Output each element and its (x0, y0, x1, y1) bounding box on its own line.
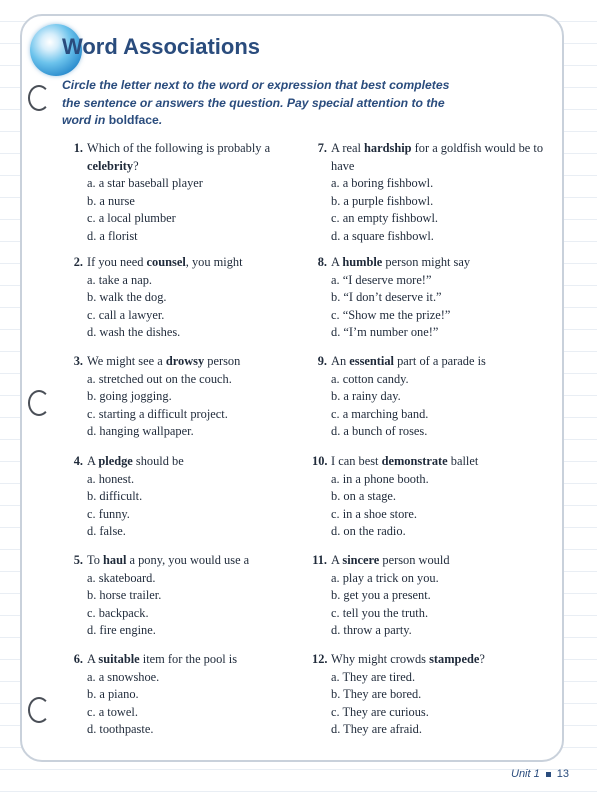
question (68, 254, 300, 342)
question (68, 140, 300, 246)
question-stem (312, 140, 544, 175)
answer-option[interactable]: c. in a shoe store. (331, 506, 418, 521)
answer-option[interactable]: d. “I’m number one!” (331, 325, 439, 340)
answer-option[interactable]: b. on a stage. (331, 489, 397, 504)
question-text-pre: A (87, 652, 99, 666)
question-number: 12. (312, 652, 328, 666)
question-number: 5. (73, 553, 83, 567)
question-stem (312, 552, 544, 570)
question-text-pre: Why might crowds (331, 652, 430, 666)
unit-label: Unit 1 (511, 768, 540, 780)
binder-hole-bottom (28, 697, 50, 723)
vocabulary-word: stampede (429, 652, 480, 666)
answer-option[interactable]: c. a marching band. (331, 406, 429, 421)
answer-option[interactable]: a. honest. (87, 471, 135, 486)
question-text-post: for a goldfish would be to have (331, 141, 544, 173)
answer-option[interactable]: b. a rainy day. (331, 389, 401, 404)
question-text-pre: We might see a (87, 354, 166, 368)
question-text-post: part of a parade is (394, 354, 486, 368)
question-text-pre: A (87, 454, 99, 468)
question (312, 140, 544, 246)
vocabulary-word: hardship (364, 141, 412, 155)
question-stem (312, 651, 544, 669)
answer-option[interactable]: b. going jogging. (87, 389, 172, 404)
answer-option[interactable]: d. throw a party. (331, 623, 412, 638)
question-text (331, 651, 544, 669)
answer-option[interactable]: a. play a trick on you. (331, 570, 439, 585)
answer-option[interactable]: b. a piano. (87, 687, 139, 702)
question-text-pre: Which of the following is probably a (87, 141, 271, 155)
vocabulary-word: haul (103, 553, 127, 567)
answer-option[interactable]: d. They are afraid. (331, 722, 422, 737)
question-text-post: a pony, you would use a (126, 553, 250, 567)
answer-option[interactable]: a. “I deserve more!” (331, 272, 432, 287)
page-footer (511, 768, 569, 780)
question (312, 453, 544, 541)
answer-option[interactable]: c. an empty fishbowl. (331, 211, 439, 226)
question-text-post: person would (379, 553, 450, 567)
question-stem (68, 453, 300, 471)
question-number: 6. (73, 652, 83, 666)
page-number: 13 (556, 768, 569, 780)
answer-option[interactable]: c. a towel. (87, 704, 138, 719)
question-text-pre: To (87, 553, 103, 567)
instructions-tail: . (158, 113, 163, 127)
answer-option[interactable]: a. take a nap. (87, 272, 153, 287)
question (312, 353, 544, 441)
answer-option[interactable]: d. on the radio. (331, 524, 406, 539)
answer-option[interactable]: c. funny. (87, 506, 130, 521)
answer-option[interactable]: d. toothpaste. (87, 722, 154, 737)
question-number: 7. (317, 141, 327, 155)
vocabulary-word: humble (342, 255, 383, 269)
question-text (331, 552, 544, 570)
question (68, 453, 300, 541)
question-stem (68, 254, 300, 272)
question-text-post: , you might (185, 255, 243, 269)
question (68, 651, 300, 739)
square-bullet-icon (546, 772, 551, 777)
question-text-post: should be (132, 454, 184, 468)
question-stem (68, 353, 300, 371)
answer-option[interactable]: b. horse trailer. (87, 588, 162, 603)
question (68, 552, 300, 640)
instructions (62, 77, 462, 130)
question-stem (68, 651, 300, 669)
question-text-pre: I can best (331, 454, 382, 468)
question (68, 353, 300, 441)
question-number: 3. (73, 354, 83, 368)
question-text (87, 140, 300, 175)
question-text (87, 453, 300, 471)
question-number: 1. (73, 141, 83, 155)
answer-option[interactable]: b. They are bored. (331, 687, 422, 702)
question-number: 8. (317, 255, 327, 269)
vocabulary-word: sincere (342, 553, 380, 567)
vocabulary-word: demonstrate (381, 454, 448, 468)
answer-option[interactable]: b. “I don’t deserve it.” (331, 290, 442, 305)
question-text (87, 353, 300, 371)
question-text (331, 353, 544, 371)
answer-option[interactable]: d. a bunch of roses. (331, 424, 428, 439)
answer-option[interactable]: a. cotton candy. (331, 371, 409, 386)
vocabulary-word: counsel (146, 255, 186, 269)
question-text-post: item for the pool is (139, 652, 238, 666)
answer-option[interactable]: a. stretched out on the couch. (87, 371, 232, 386)
binder-hole-top (28, 85, 50, 111)
question (312, 651, 544, 739)
answer-option[interactable]: a. They are tired. (331, 669, 416, 684)
question-text (87, 552, 300, 570)
answer-option[interactable]: d. a florist (87, 228, 138, 243)
answer-option[interactable]: c. They are curious. (331, 704, 429, 719)
answer-option[interactable]: d. a square fishbowl. (331, 228, 434, 243)
vocabulary-word: drowsy (165, 354, 205, 368)
answer-option[interactable]: d. false. (87, 524, 126, 539)
question-text-pre: A real (331, 141, 365, 155)
vocabulary-word: pledge (98, 454, 133, 468)
question-text (331, 140, 544, 175)
page-title: Word Associations (62, 34, 261, 59)
answer-option[interactable]: a. a star baseball player (87, 176, 203, 191)
answer-option[interactable]: a. a snowshoe. (87, 669, 160, 684)
question-text (331, 453, 544, 471)
question-stem (312, 254, 544, 272)
question-text-post: person might say (382, 255, 471, 269)
instructions-text: Circle the letter next to the word or expression that best completes the sentence or answers the question. Pay special attention to the word in (62, 78, 450, 127)
question-text-post: ? (479, 652, 485, 666)
question-text (87, 651, 300, 669)
answer-option[interactable]: a. skateboard. (87, 570, 156, 585)
answer-option[interactable]: a. in a phone booth. (331, 471, 429, 486)
answer-option[interactable]: c. call a lawyer. (87, 307, 165, 322)
vocabulary-word: essential (349, 354, 394, 368)
question-stem (312, 353, 544, 371)
answer-option[interactable]: b. get you a present. (331, 588, 431, 603)
question-stem (68, 552, 300, 570)
question-text-post: ballet (447, 454, 479, 468)
question (312, 254, 544, 342)
answer-option[interactable]: b. walk the dog. (87, 290, 167, 305)
answer-option[interactable]: b. difficult. (87, 489, 143, 504)
binder-hole-middle (28, 390, 50, 416)
answer-option[interactable]: b. a nurse (87, 193, 135, 208)
answer-option[interactable]: d. hanging wallpaper. (87, 424, 194, 439)
question-text-pre: A (331, 255, 343, 269)
question-text-pre: A (331, 553, 343, 567)
answer-option[interactable]: c. tell you the truth. (331, 605, 429, 620)
answer-option[interactable]: d. wash the dishes. (87, 325, 181, 340)
answer-option[interactable]: c. starting a difficult project. (87, 406, 228, 421)
question-text-post: person (204, 354, 241, 368)
question-stem (68, 140, 300, 175)
question-text-pre: If you need (87, 255, 147, 269)
question-text (331, 254, 544, 272)
answer-option[interactable]: c. backpack. (87, 605, 149, 620)
question (312, 552, 544, 640)
answer-option[interactable]: a. a boring fishbowl. (331, 176, 434, 191)
question-text-pre: An (331, 354, 350, 368)
question-text-post: ? (133, 158, 139, 173)
instructions-boldface: boldface (108, 113, 159, 127)
question-number: 4. (73, 454, 83, 468)
answer-option[interactable]: b. a purple fishbowl. (331, 193, 434, 208)
vocabulary-word: celebrity (87, 158, 134, 173)
answer-option[interactable]: d. fire engine. (87, 623, 156, 638)
question-number: 10. (312, 454, 328, 468)
answer-option[interactable]: c. a local plumber (87, 211, 176, 226)
question-text (87, 254, 300, 272)
answer-option[interactable]: c. “Show me the prize!” (331, 307, 451, 322)
question-number: 2. (73, 255, 83, 269)
question-number: 9. (317, 354, 327, 368)
question-number: 11. (312, 553, 327, 567)
question-stem (312, 453, 544, 471)
vocabulary-word: suitable (98, 652, 140, 666)
